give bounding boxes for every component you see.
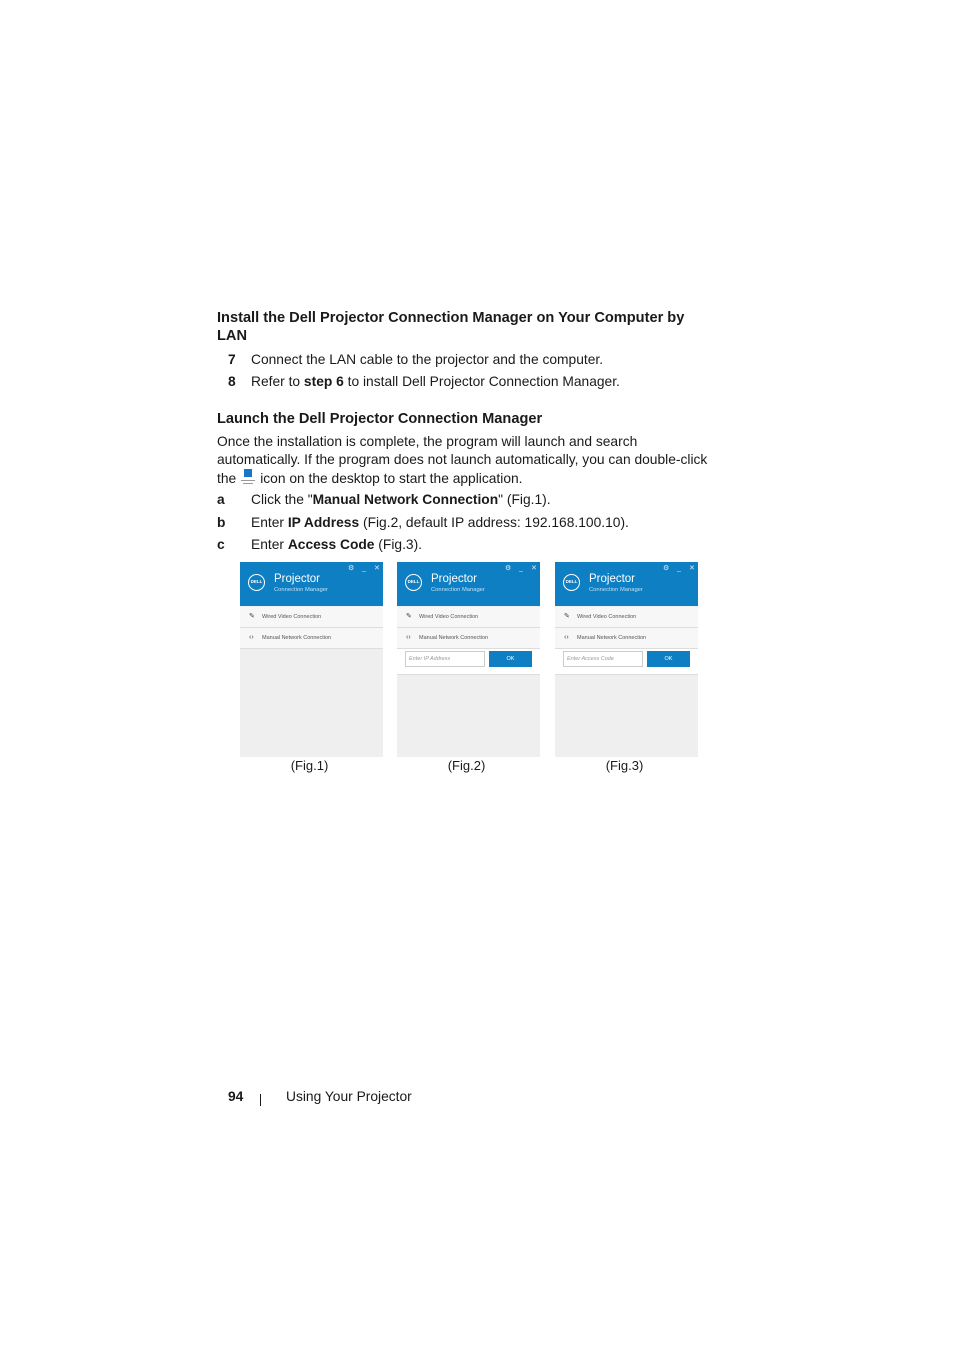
plug-icon: ✎ (564, 613, 570, 620)
step-letter: c (217, 537, 225, 552)
app-title: Projector (274, 573, 321, 585)
ip-entry-row (397, 649, 540, 675)
menu-wired-video[interactable]: ✎ Wired Video Connection (240, 607, 383, 628)
settings-icon[interactable]: ⚙ (348, 565, 355, 572)
dell-logo-icon: DELL (563, 574, 580, 591)
settings-icon[interactable]: ⚙ (505, 565, 512, 572)
app-title: Projector (431, 573, 478, 585)
step-text: Click the "Manual Network Connection" (Fig.1). (251, 492, 551, 507)
app-subtitle: Connection Manager (274, 587, 328, 593)
close-icon[interactable]: ✕ (374, 565, 380, 572)
ip-address-input[interactable]: Enter IP Address (405, 651, 485, 667)
app-header (555, 562, 698, 606)
access-code-entry-row (555, 649, 698, 675)
screenshot-fig3 (555, 562, 698, 757)
close-icon[interactable]: ✕ (689, 565, 695, 572)
caption-fig1: (Fig.1) (290, 758, 329, 773)
ok-button[interactable]: OK (647, 651, 690, 667)
app-header (240, 562, 383, 606)
step-number: 7 (228, 352, 236, 367)
menu-manual-network[interactable]: ‹› Manual Network Connection (555, 628, 698, 649)
minimize-icon[interactable]: _ (519, 565, 523, 572)
step-text: Enter IP Address (Fig.2, default IP address: 192.168.100.10). (251, 515, 629, 530)
menu-manual-network[interactable]: ‹› Manual Network Connection (240, 628, 383, 649)
step-letter: a (217, 492, 225, 507)
menu-wired-video[interactable]: ✎ Wired Video Connection (555, 607, 698, 628)
section-heading-install-lan: Install the Dell Projector Connection Manager on Your Computer by LAN (217, 310, 685, 344)
footer-divider (260, 1094, 261, 1106)
plug-icon: ✎ (249, 613, 255, 620)
page-number: 94 (228, 1089, 244, 1104)
minimize-icon[interactable]: _ (362, 565, 366, 572)
step-text: Connect the LAN cable to the projector and the computer. (251, 352, 604, 367)
access-code-input[interactable]: Enter Access Code (563, 651, 643, 667)
code-brackets-icon: ‹› (249, 634, 254, 641)
caption-fig2: (Fig.2) (447, 758, 486, 773)
footer-chapter-title: Using Your Projector (286, 1089, 412, 1104)
code-brackets-icon: ‹› (406, 634, 411, 641)
step-text: Refer to step 6 to install Dell Projector Connection Manager. (251, 374, 620, 389)
app-header (397, 562, 540, 606)
step-number: 8 (228, 374, 236, 389)
connection-manager-desktop-icon (240, 469, 256, 487)
plug-icon: ✎ (406, 613, 412, 620)
screenshot-fig1 (240, 562, 383, 757)
app-subtitle: Connection Manager (431, 587, 485, 593)
step-text: Enter Access Code (Fig.3). (251, 537, 422, 552)
minimize-icon[interactable]: _ (677, 565, 681, 572)
settings-icon[interactable]: ⚙ (663, 565, 670, 572)
caption-fig3: (Fig.3) (605, 758, 644, 773)
close-icon[interactable]: ✕ (531, 565, 537, 572)
menu-manual-network[interactable]: ‹› Manual Network Connection (397, 628, 540, 649)
app-subtitle: Connection Manager (589, 587, 643, 593)
dell-logo-icon: DELL (405, 574, 422, 591)
dell-logo-icon: DELL (248, 574, 265, 591)
step-letter: b (217, 515, 226, 530)
app-title: Projector (589, 573, 636, 585)
section-heading-launch: Launch the Dell Projector Connection Manager (217, 411, 543, 427)
code-brackets-icon: ‹› (564, 634, 569, 641)
intro-paragraph: Once the installation is complete, the program will launch and search automatically. If the program does not launch automatically, you can double-click the icon on the desktop to start the application. (217, 434, 708, 486)
menu-wired-video[interactable]: ✎ Wired Video Connection (397, 607, 540, 628)
screenshot-fig2 (397, 562, 540, 757)
ok-button[interactable]: OK (489, 651, 532, 667)
